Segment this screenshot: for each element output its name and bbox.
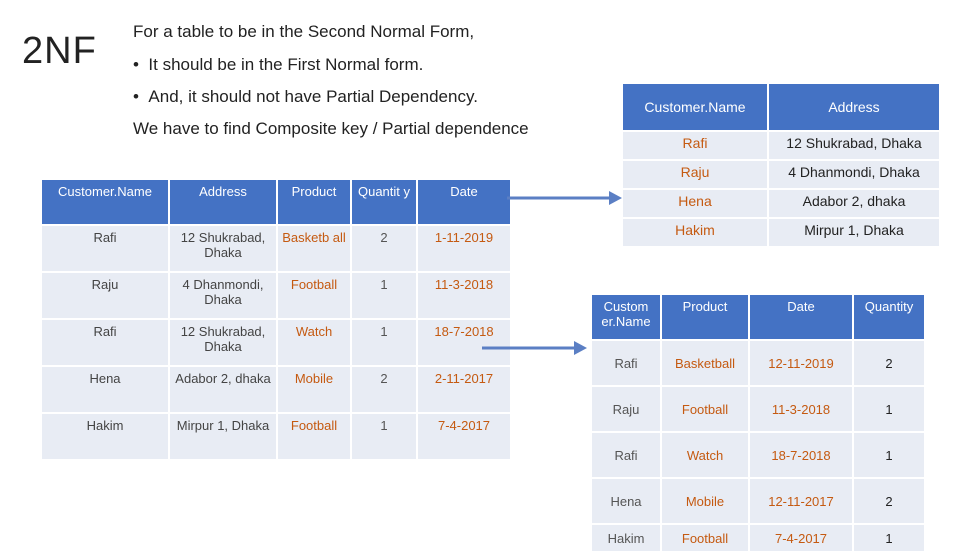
header-customer-name: Customer.Name [623, 84, 767, 130]
cell-date: 7-4-2017 [418, 414, 510, 459]
cell-date: 11-3-2018 [750, 387, 852, 431]
table-row [42, 320, 510, 365]
cell-address: Mirpur 1, Dhaka [769, 219, 939, 246]
cell-name: Hena [42, 367, 168, 412]
cell-name: Rafi [42, 320, 168, 365]
cell-name: Hakim [623, 219, 767, 246]
cell-quantity: 2 [352, 226, 416, 271]
table-row [42, 273, 510, 318]
cell-address: Mirpur 1, Dhaka [170, 414, 276, 459]
cell-product: Watch [278, 320, 350, 365]
table-row [42, 226, 510, 271]
cell-quantity: 1 [854, 433, 924, 477]
table-header-row [623, 84, 939, 130]
cell-product: Mobile [662, 479, 748, 523]
cell-date: 2-11-2017 [418, 367, 510, 412]
cell-product: Basketb all [278, 226, 350, 271]
cell-product: Football [662, 387, 748, 431]
slide-title: 2NF [22, 30, 97, 72]
cell-quantity: 2 [854, 479, 924, 523]
cell-name: Rafi [592, 433, 660, 477]
cell-quantity: 1 [352, 273, 416, 318]
arrow-to-address-table-icon [505, 178, 625, 208]
bullet-icon: • [133, 55, 139, 74]
cell-date: 7-4-2017 [750, 525, 852, 551]
cell-product: Mobile [278, 367, 350, 412]
bullet-icon: • [133, 87, 139, 106]
table-header-row [592, 295, 924, 339]
cell-product: Watch [662, 433, 748, 477]
main-table [40, 178, 512, 461]
cell-quantity: 2 [352, 367, 416, 412]
cell-quantity: 1 [352, 414, 416, 459]
cell-name: Raju [592, 387, 660, 431]
cell-product: Football [662, 525, 748, 551]
cell-name: Hakim [592, 525, 660, 551]
cell-address: Adabor 2, dhaka [170, 367, 276, 412]
cell-address: Adabor 2, dhaka [769, 190, 939, 217]
header-address: Address [769, 84, 939, 130]
header-customer-name: Customer.Name [42, 180, 168, 224]
table-row [592, 525, 924, 551]
table-row [623, 219, 939, 246]
intro-line: For a table to be in the Second Normal Form, [133, 22, 475, 41]
table-row [623, 132, 939, 159]
table-header-row [42, 180, 510, 224]
header-quantity: Quantity [854, 295, 924, 339]
cell-product: Basketball [662, 341, 748, 385]
cell-date: 12-11-2017 [750, 479, 852, 523]
table-row [623, 161, 939, 188]
bullet-item-partial-dependency: • And, it should not have Partial Dependency. [133, 87, 478, 106]
cell-name: Rafi [592, 341, 660, 385]
cell-address: 12 Shukrabad, Dhaka [170, 226, 276, 271]
composite-key-line: We have to find Composite key / Partial dependence [133, 119, 529, 138]
cell-quantity: 1 [854, 387, 924, 431]
table-row [592, 387, 924, 431]
header-product: Product [662, 295, 748, 339]
header-customer-name: Custom er.Name [592, 295, 660, 339]
cell-date: 18-7-2018 [418, 320, 510, 365]
cell-product: Football [278, 273, 350, 318]
cell-name: Rafi [623, 132, 767, 159]
cell-date: 11-3-2018 [418, 273, 510, 318]
cell-address: 12 Shukrabad, Dhaka [170, 320, 276, 365]
cell-address: 12 Shukrabad, Dhaka [769, 132, 939, 159]
cell-name: Raju [42, 273, 168, 318]
cell-address: 4 Dhanmondi, Dhaka [170, 273, 276, 318]
order-table [590, 293, 926, 553]
cell-name: Hena [592, 479, 660, 523]
cell-quantity: 2 [854, 341, 924, 385]
address-table [621, 82, 941, 248]
cell-name: Hena [623, 190, 767, 217]
table-row [592, 433, 924, 477]
cell-name: Raju [623, 161, 767, 188]
cell-date: 12-11-2019 [750, 341, 852, 385]
table-row [42, 367, 510, 412]
bullet-item-first-normal-form: • It should be in the First Normal form. [133, 55, 424, 74]
cell-date: 18-7-2018 [750, 433, 852, 477]
cell-address: 4 Dhanmondi, Dhaka [769, 161, 939, 188]
table-row [42, 414, 510, 459]
header-date: Date [750, 295, 852, 339]
cell-date: 1-11-2019 [418, 226, 510, 271]
table-row [592, 479, 924, 523]
cell-quantity: 1 [854, 525, 924, 551]
header-address: Address [170, 180, 276, 224]
header-product: Product [278, 180, 350, 224]
table-row [592, 341, 924, 385]
header-date: Date [418, 180, 510, 224]
table-row [623, 190, 939, 217]
arrow-to-order-table-icon [480, 333, 600, 363]
cell-quantity: 1 [352, 320, 416, 365]
cell-name: Rafi [42, 226, 168, 271]
cell-name: Hakim [42, 414, 168, 459]
cell-product: Football [278, 414, 350, 459]
header-quantity: Quantit y [352, 180, 416, 224]
